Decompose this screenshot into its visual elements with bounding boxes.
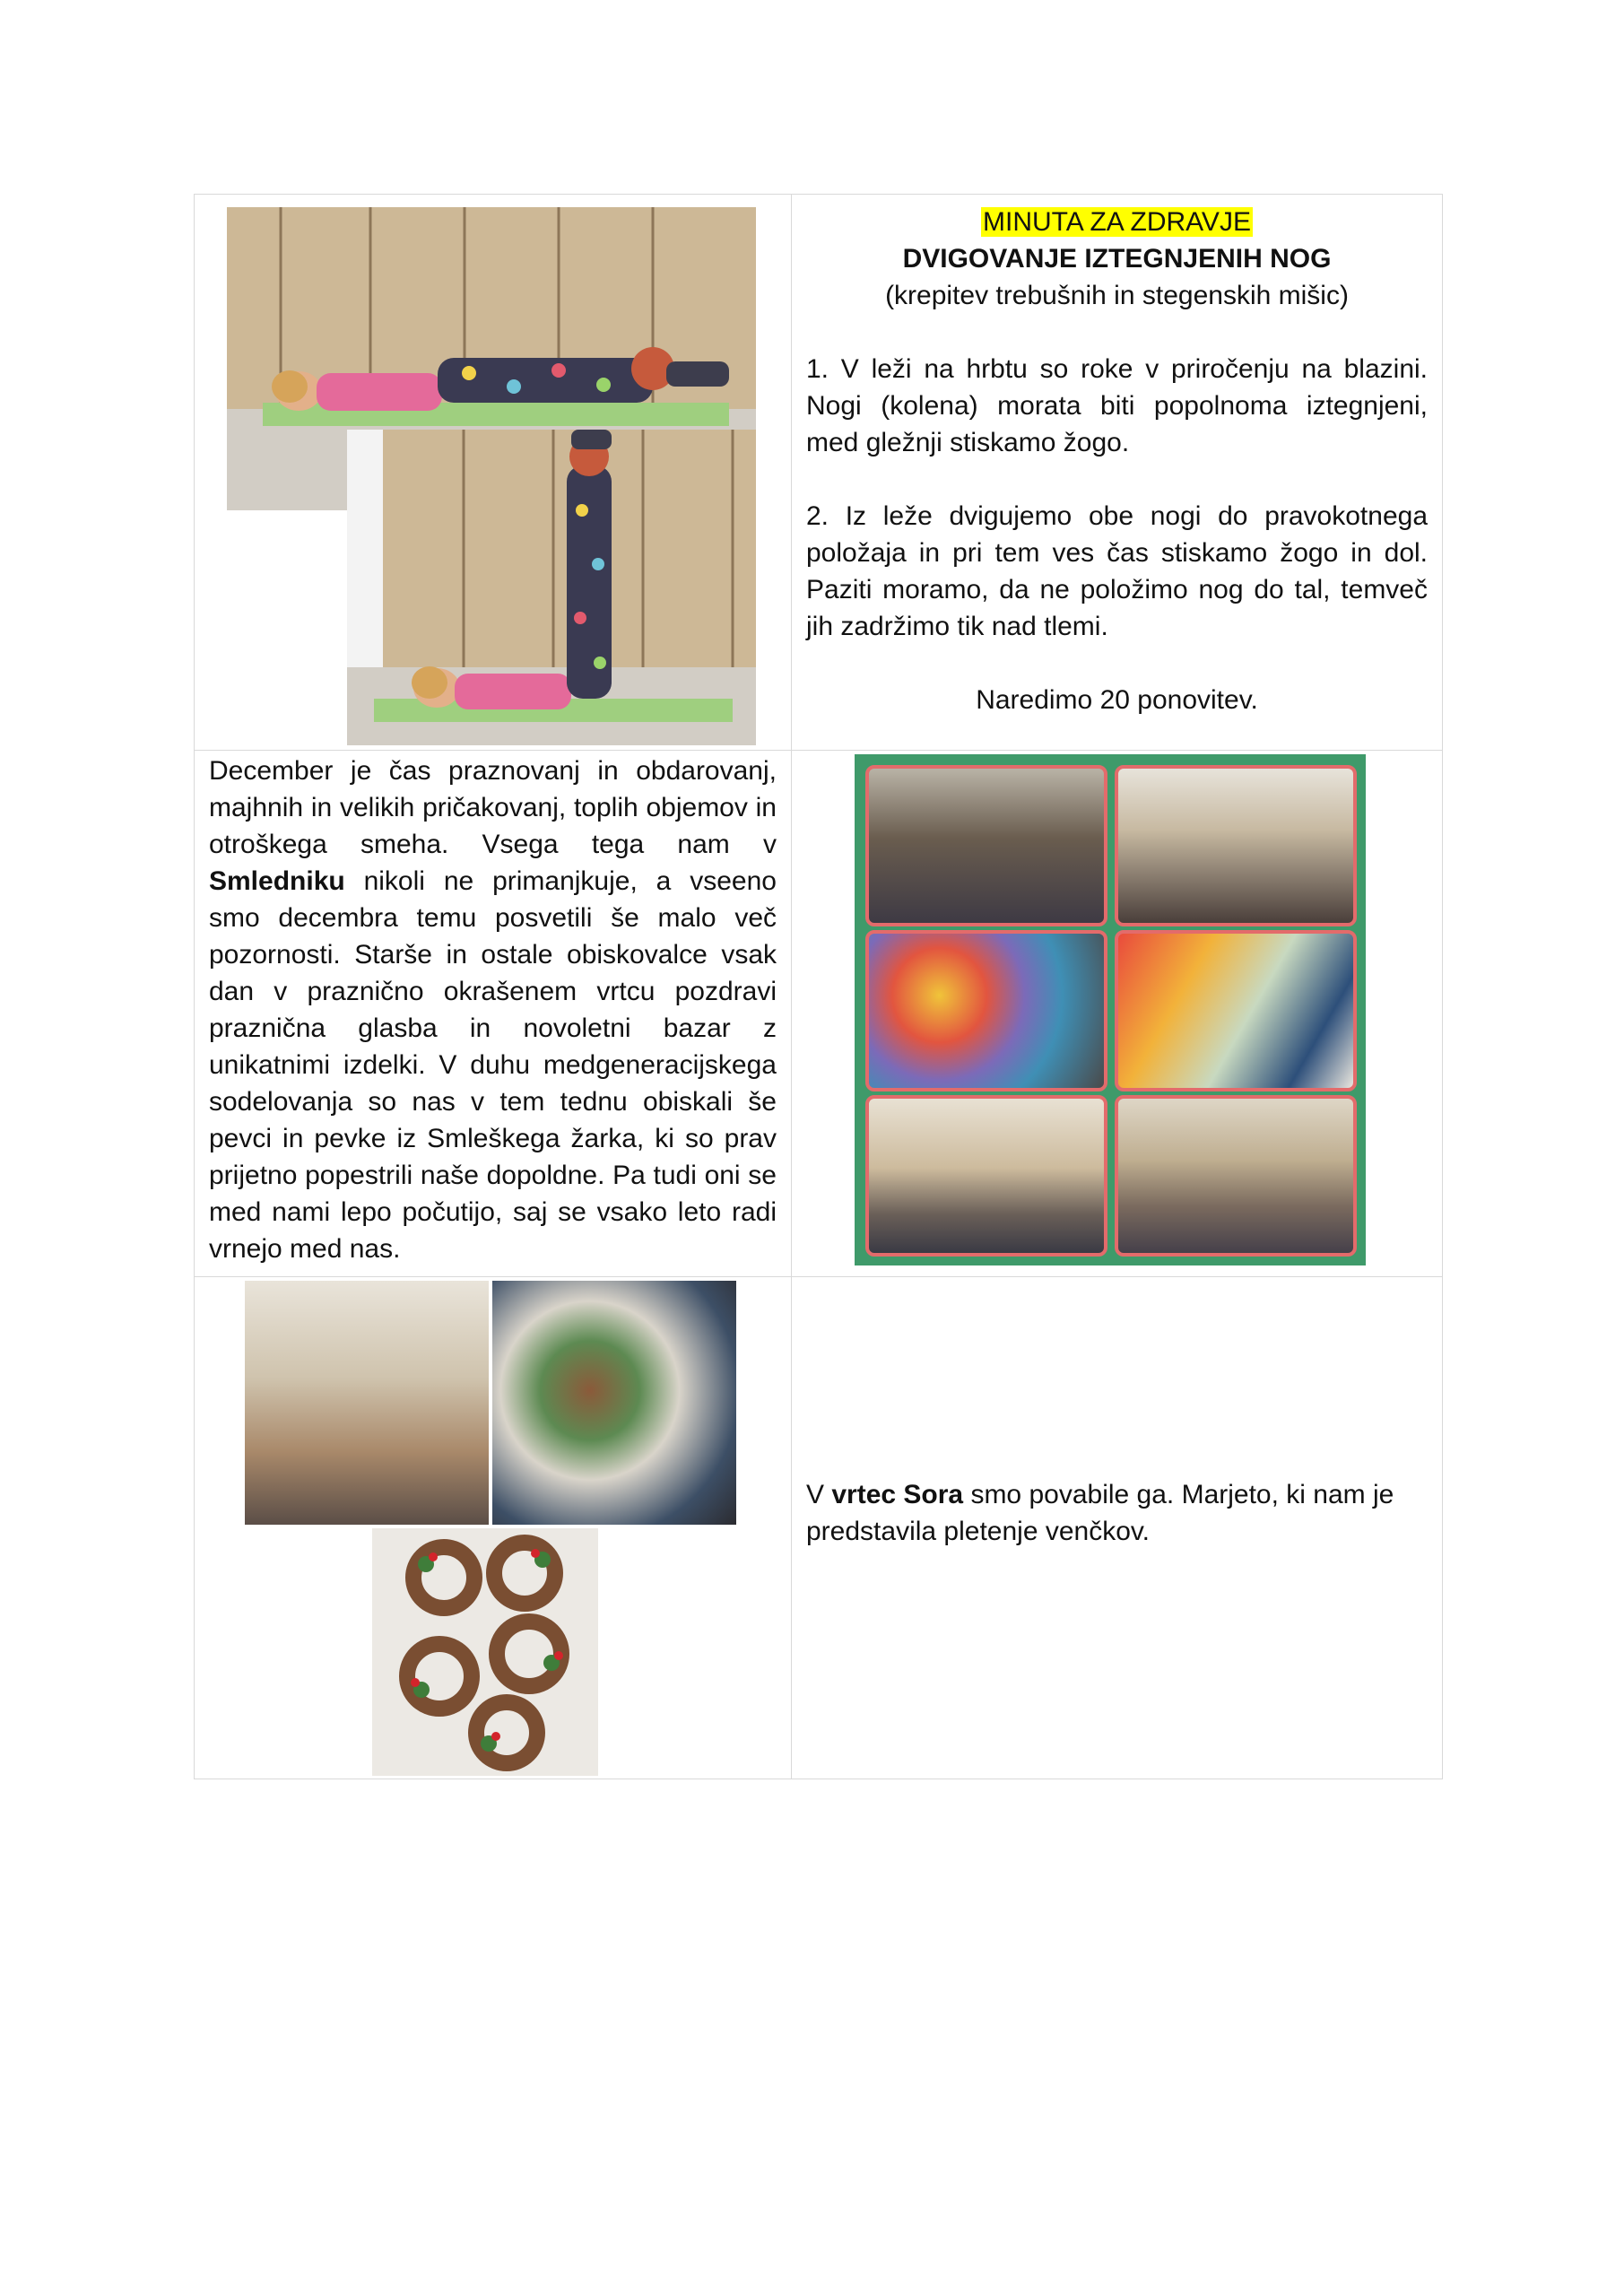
- collage-photo-choir: [865, 1095, 1107, 1257]
- section-heading: MINUTA ZA ZDRAVJE: [983, 207, 1251, 237]
- december-photo-collage: [855, 754, 1366, 1265]
- collage-photo-crafts: [865, 930, 1107, 1091]
- table-row: [195, 1277, 1443, 1779]
- december-paragraph: December je čas praznovanj in obdarovanj, majhnih in velikih pričakovanj, toplih objemov in otroškega smeha. Vsega tega nam v Smledniku nikoli ne primanjkuje, a vseeno smo decembra temu posvetili še malo več pozornosti. Starše in ostale obiskovalce vsak dan v praznično okrašenem vrtcu pozdravi praznična glasba in novoletni bazar z unikatnimi izdelki. V duhu medgeneracijskega sodelovanja so nas v tem tednu obiskali še pevci in pevke iz Smleškega žarka, ki so prav prijetno popestrili naše dopoldne. Pa tudi oni se med nami lepo počutijo, saj se vsako leto radi vrnejo med nas.: [209, 756, 777, 1264]
- collage-photo-ornaments: [1115, 930, 1357, 1091]
- table-row: [195, 751, 1443, 1277]
- finished-wreaths-photo: [372, 1528, 598, 1776]
- exercise-subtitle: (krepitev trebušnih in stegenskih mišic): [885, 281, 1349, 310]
- wreath-photos-cell: [195, 1277, 792, 1779]
- collage-photo-audience: [1115, 1095, 1357, 1257]
- content-table: [194, 194, 1443, 1779]
- collage-photo-decorations: [1115, 765, 1357, 926]
- wreath-workshop-photo-hands: [492, 1281, 736, 1525]
- wreath-workshop-photo-room: [245, 1281, 489, 1525]
- december-collage-cell: [792, 751, 1443, 1277]
- exercise-photo-legs-raised: [347, 430, 756, 745]
- collage-photo-bazaar-table: [865, 765, 1107, 926]
- exercise-step-2: 2. Iz leže dvigujemo obe nogi do pravokotnega položaja in pri tem ves čas stiskamo žogo in dol. Paziti moramo, da ne položimo nog do tal, temveč jih zadržimo tik nad tlemi.: [806, 501, 1428, 641]
- exercise-title: DVIGOVANJE IZTEGNJENIH NOG: [902, 244, 1332, 274]
- exercise-step-1: 1. V leži na hrbtu so roke v priročenju na blazini. Nogi (kolena) morata biti popolnoma iztegnjeni, med gležnji stiskamo žogo.: [806, 354, 1428, 457]
- wreath-paragraph: V vrtec Sora smo povabile ga. Marjeto, ki nam je predstavila pletenje venčkov.: [806, 1480, 1394, 1546]
- wreath-text-cell: [792, 1277, 1443, 1779]
- exercise-repetitions: Naredimo 20 ponovitev.: [976, 685, 1258, 715]
- exercise-photos-cell: [195, 195, 792, 751]
- table-row: [195, 195, 1443, 751]
- exercise-text-cell: [792, 195, 1443, 751]
- december-text-cell: [195, 751, 792, 1277]
